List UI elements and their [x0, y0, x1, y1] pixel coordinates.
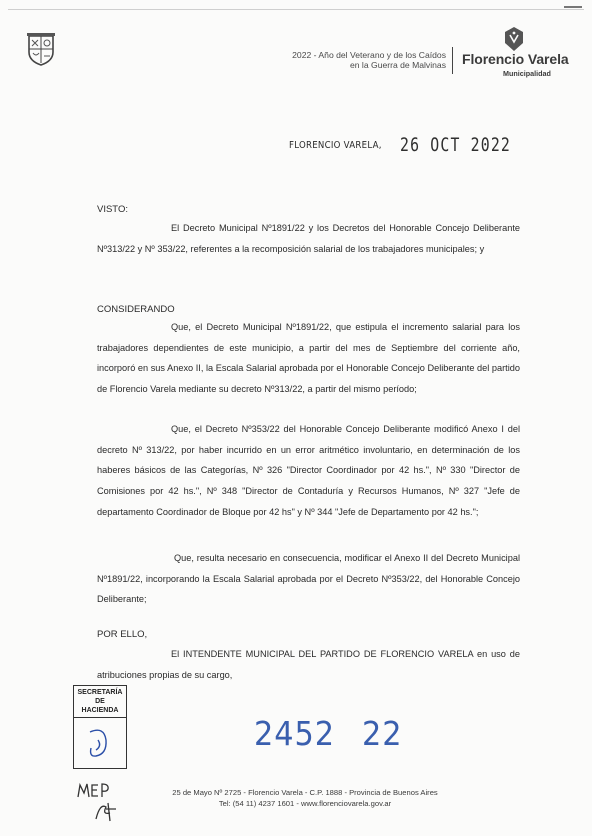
considerando-paragraph-1: Que, el Decreto Municipal Nº1891/22, que estipula el incremento salarial para los trabajadores dependientes de este municipio, a partir del mes de Septiembre del corriente año, incorporó en sus Anexo II, la Escala Salarial aprobada por el Honorable Concejo Deliberante del partido de Florencio Varela mediante su decreto Nº313/22, a partir del mismo período;: [97, 322, 520, 395]
resolution-year: 22: [362, 714, 403, 753]
header-divider: [452, 47, 453, 74]
considerando-paragraph-2: Que, el Decreto Nº353/22 del Honorable Concejo Deliberante modificó Anexo I del decreto Nº 313/22, por haber incurrido en un error aritmético involuntario, en determinación de los haberes básicos de las Categorías, Nº 326 "Director Coordinador por 42 hs.", Nº 330 "Director de Comisiones por 42 hs.", Nº 348 "Director de Contaduría y Recursos Humanos, Nº 327 "Jefe de departamento Coordinador de Bloque por 42 hs" y Nº 344 "Jefe de Departamento por 42 hs.";: [97, 424, 520, 517]
municipal-crest-icon: [26, 32, 56, 66]
slogan-line-1: 2022 - Año del Veterano y de los Caídos: [292, 50, 446, 60]
footer-contact: Tel: (54 11) 4237 1601 - www.florenciovarela.gov.ar: [218, 799, 392, 808]
stamp-line-3: HACIENDA: [81, 707, 119, 714]
logo-subtitle: Municipalidad: [503, 69, 551, 78]
visto-heading: VISTO:: [97, 204, 128, 215]
footer-address: 25 de Mayo Nº 2725 - Florencio Varela - C.P. 1888 - Provincia de Buenos Aires: [172, 788, 438, 797]
handwritten-initials-icon: [76, 779, 136, 825]
resolution-number: 2452: [254, 714, 335, 753]
dateline-place: FLORENCIO VARELA,: [289, 140, 382, 151]
stamp-signature-area: [74, 717, 126, 768]
footer: [160, 787, 450, 809]
page-top-border: [8, 9, 584, 10]
slogan-line-2: en la Guerra de Malvinas: [349, 60, 446, 70]
header-slogan: [292, 50, 446, 70]
por-ello-paragraph: El INTENDENTE MUNICIPAL DEL PARTIDO DE FLORENCIO VARELA en uso de atribuciones propias de su cargo,: [97, 649, 520, 680]
dateline-date-stamp: 26 OCT 2022: [400, 134, 512, 156]
stamp-line-1: SECRETARÍA: [77, 689, 123, 696]
considerando-paragraph-3: Que, resulta necesario en consecuencia, modificar el Anexo II del Decreto Municipal Nº1891/22, incorporando la Escala Salarial aprobada por el Decreto Nº353/22, del Honorable Concejo Deliberante;: [97, 553, 520, 605]
florencio-varela-logo-icon: [503, 26, 525, 52]
stamp-signature-icon: [74, 718, 126, 768]
secretaria-hacienda-stamp: [73, 685, 127, 769]
stamp-line-2: DE: [95, 698, 105, 705]
visto-paragraph: El Decreto Municipal Nº1891/22 y los Decretos del Honorable Concejo Deliberante Nº313/22 y Nº 353/22, referentes a la recomposición salarial de los trabajadores municipales; y: [97, 223, 520, 254]
considerando-heading: CONSIDERANDO: [97, 304, 175, 315]
por-ello-heading: POR ELLO,: [97, 629, 148, 640]
logo-name: Florencio Varela: [462, 51, 569, 67]
